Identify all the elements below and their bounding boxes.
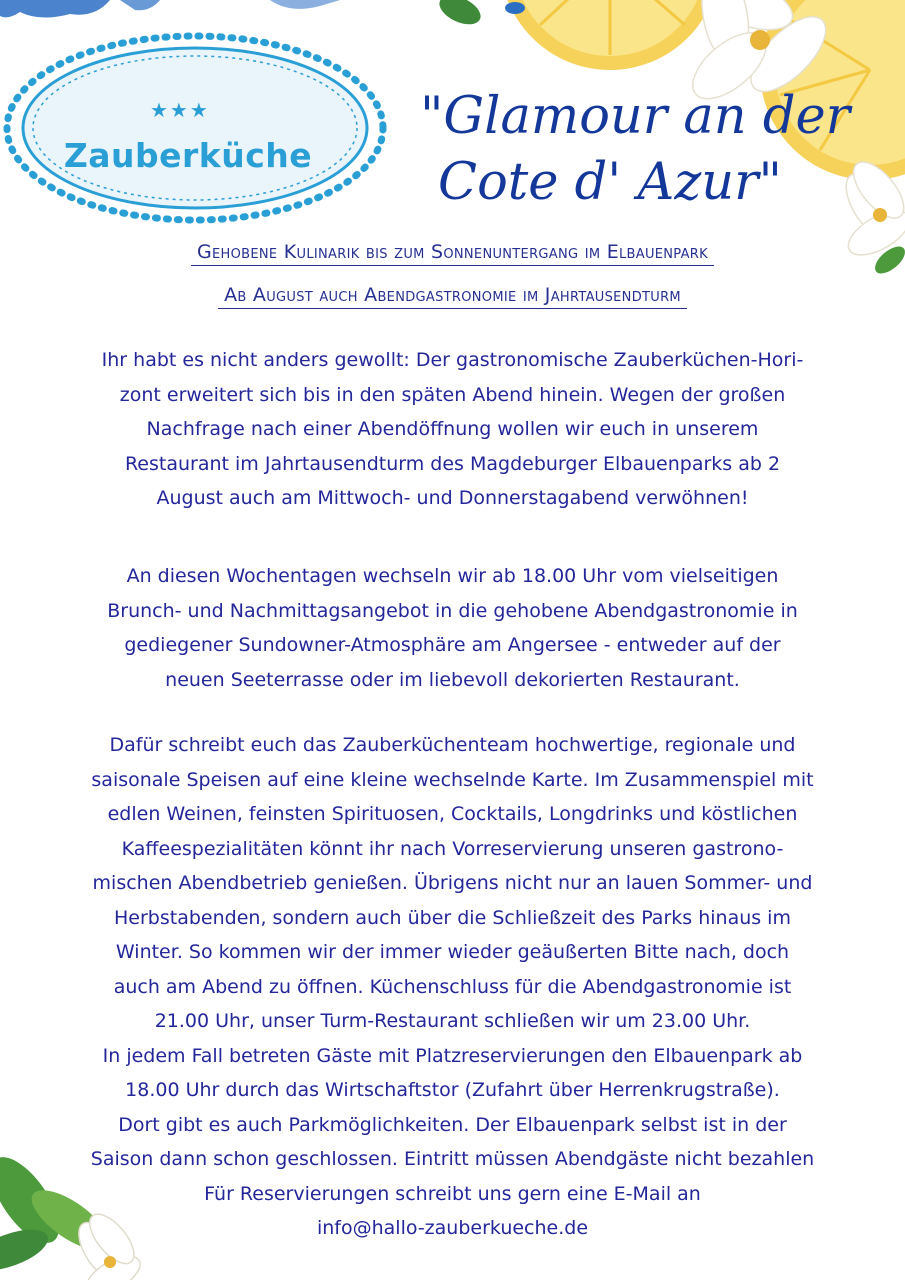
slogan [415,84,855,216]
text-line: auch am Abend zu öffnen. Küchenschluss für die Abendgastronomie ist [113,975,792,998]
text-line: Herbstabenden, sondern auch über die Schließzeit des Parks hinaus im [114,906,791,929]
text-line: Ihr habt es nicht anders gewollt: Der gastronomische Zauberküchen-Hori- [101,349,804,371]
text-line: Nachfrage nach einer Abendöffnung wollen wir euch in unserem [146,418,759,440]
paragraph-1 [40,343,865,516]
text-line: Kaffeespezialitäten könnt ihr nach Vorreservierung unseren gastrono- [121,837,784,860]
subheadline-2-text: Ab August auch Abendgastronomie im Jahrtausendturm [218,284,687,309]
text-line: gediegener Sundowner-Atmosphäre am Angersee - entweder auf der [124,634,781,656]
text-line: Saison dann schon geschlossen. Eintritt müssen Abendgäste nicht bezahlen [90,1148,815,1170]
logo-text: Zauberküche [63,136,313,175]
text-line: Restaurant im Jahrtausendturm des Magdeburger Elbauenparks ab 2 [124,452,781,475]
subheadline-1 [0,241,905,263]
text-line: Für Reservierungen schreibt uns gern eine E-Mail an [204,1182,701,1205]
subheadline-1-text: Gehobene Kulinarik bis zum Sonnenuntergang im Elbauenpark [191,241,714,266]
text-line: Winter. So kommen wir der immer wieder geäußerten Bitte nach, doch [115,941,790,963]
logo-badge [0,18,395,228]
text-line: August auch am Mittwoch- und Donnerstagabend verwöhnen! [156,487,749,509]
text-line: saisonale Speisen auf eine kleine wechselnde Karte. Im Zusammenspiel mit [91,768,814,791]
email-address[interactable]: info@hallo-zauberkueche.de [316,1217,589,1239]
paragraph-3 [40,728,865,1246]
paragraph-2 [40,559,865,697]
text-line: zont erweitert sich bis in den späten Abend hinein. Wegen der großen [119,383,786,406]
text-line: mischen Abendbetrieb genießen. Übrigens nicht nur an lauen Sommer- und [92,872,813,894]
text-line: neuen Seeterrasse oder im liebevoll dekorierten Restaurant. [165,668,740,691]
logo-stars: ★★★ [150,98,210,122]
slogan-line-2: Cote d' Azur" [438,153,782,212]
text-line: In jedem Fall betreten Gäste mit Platzreservierungen den Elbauenpark ab [102,1044,803,1067]
text-line: 21.00 Uhr, unser Turm-Restaurant schließen wir um 23.00 Uhr. [154,1010,751,1032]
text-line: An diesen Wochentagen wechseln wir ab 18.00 Uhr vom vielseitigen [126,565,779,587]
text-line: Dafür schreibt euch das Zauberküchenteam hochwertige, regionale und [109,734,796,756]
leaf-blossom-illustration [0,1130,150,1280]
text-line: Dort gibt es auch Parkmöglichkeiten. Der Elbauenpark selbst ist in der [118,1113,787,1136]
text-line: Brunch- und Nachmittagsangebot in die gehobene Abendgastronomie in [107,599,798,622]
text-line: edlen Weinen, feinsten Spirituosen, Cocktails, Longdrinks und köstlichen [107,803,798,825]
slogan-line-1: "Glamour an der [419,87,851,146]
subheadline-2 [0,284,905,306]
text-line: 18.00 Uhr durch das Wirtschaftstor (Zufahrt über Herrenkrugstraße). [125,1079,780,1101]
